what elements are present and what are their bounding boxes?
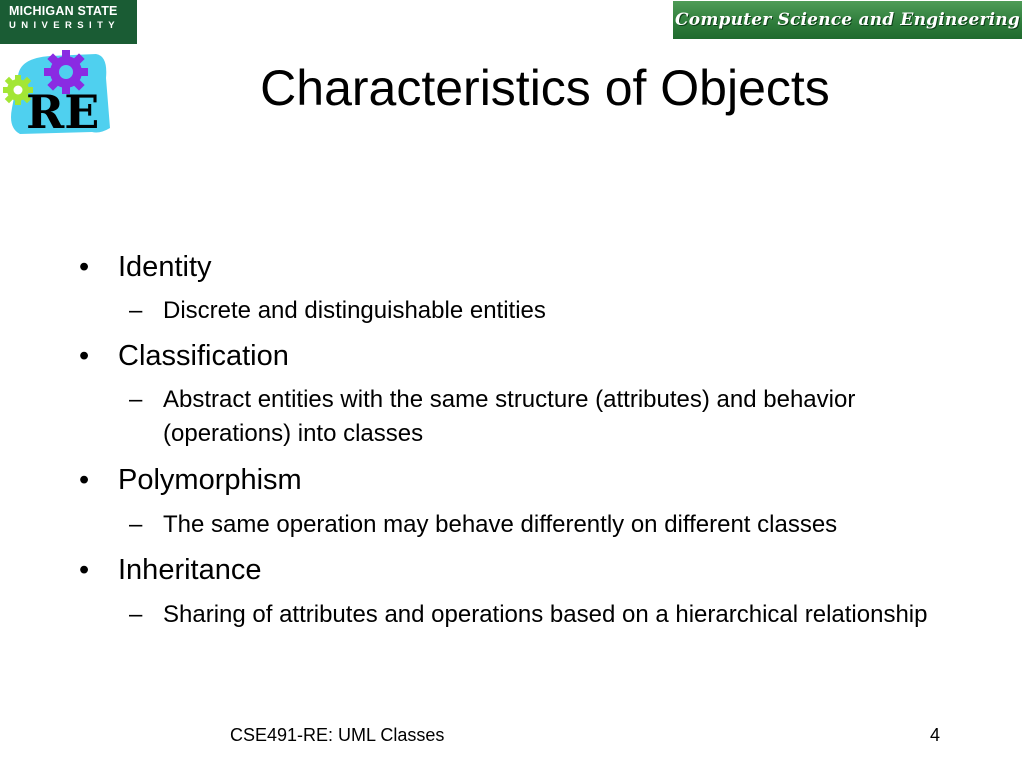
sub-bullet-text: The same operation may behave differently on different classes xyxy=(163,511,838,538)
bullet-label: Identity xyxy=(118,251,212,283)
bullet-marker: • xyxy=(79,340,90,372)
sub-bullet-text: Discrete and distinguishable entities xyxy=(163,297,546,324)
slide-title: Characteristics of Objects xyxy=(260,60,830,116)
re-logo-letters: RE xyxy=(26,85,100,138)
bullet-marker: • xyxy=(79,554,90,586)
bullet-item xyxy=(79,249,212,285)
msu-logo-line1: MICHIGAN STATE xyxy=(9,4,118,18)
bullet-marker: • xyxy=(79,251,90,283)
bullet-marker: • xyxy=(79,464,90,496)
sub-bullet-text: Abstract entities with the same structure (attributes) and behavior (operations) into classes xyxy=(163,386,856,447)
bullet-item xyxy=(79,338,289,374)
msu-logo-line2: UNIVERSITY xyxy=(9,20,121,31)
footer-course-label: CSE491-RE: UML Classes xyxy=(230,725,445,745)
bullet-item xyxy=(79,552,262,588)
sub-bullet-item xyxy=(129,508,993,542)
sub-bullet-item xyxy=(129,598,933,632)
bullet-label: Polymorphism xyxy=(118,464,302,496)
bullet-label: Inheritance xyxy=(118,554,262,586)
sub-bullet-text: Sharing of attributes and operations based on a hierarchical relationship xyxy=(163,601,928,628)
sub-bullet-item xyxy=(129,294,983,328)
sub-bullet-marker: – xyxy=(129,386,143,413)
bullet-item xyxy=(79,462,302,498)
page-number: 4 xyxy=(929,725,940,745)
sub-bullet-marker: – xyxy=(129,601,143,628)
sub-bullet-item xyxy=(129,383,883,451)
bullet-label: Classification xyxy=(118,340,289,372)
msu-logo xyxy=(0,0,137,44)
sub-bullet-marker: – xyxy=(129,511,143,538)
cse-banner: Computer Science and Engineering xyxy=(673,1,1022,39)
sub-bullet-marker: – xyxy=(129,297,143,324)
